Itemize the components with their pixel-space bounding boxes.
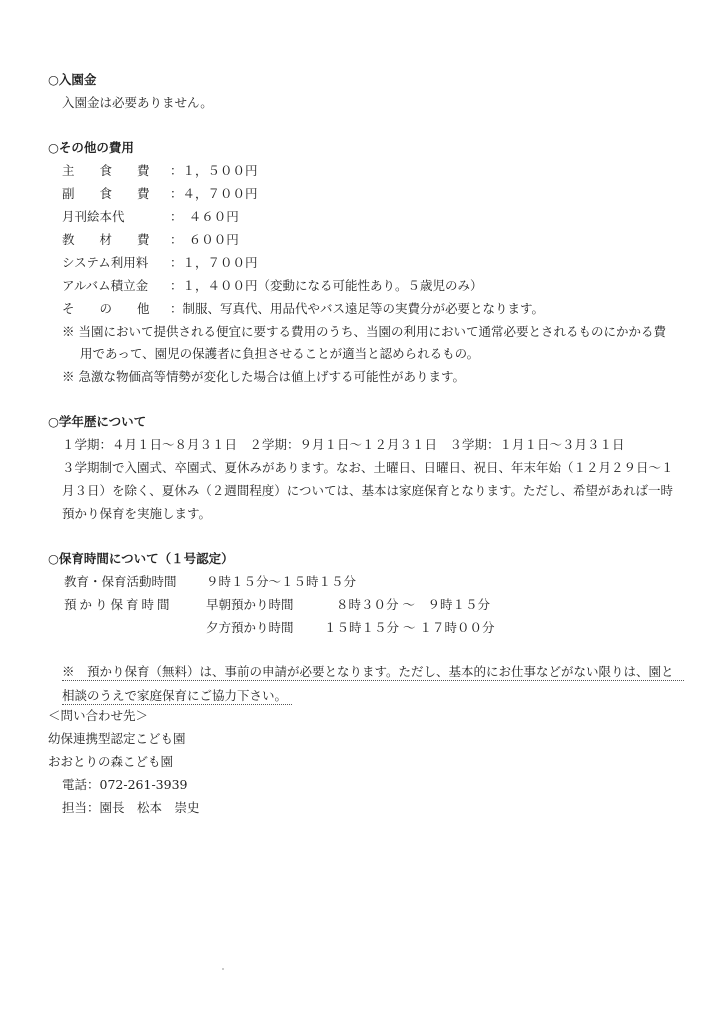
care-note-line-1: ※ 預かり保育（無料）は、事前の申請が必要となります。ただし、基本的にお仕事などがない限りは、園と	[62, 664, 674, 679]
fee-label: システム利用料	[62, 255, 149, 270]
fee-value: ：４，７００円	[170, 186, 258, 201]
fee-value: ：１，４００円（変動になる可能性あり。５歳児のみ）	[170, 278, 483, 293]
fee-value: ：制服、写真代、用品代やバス遠足等の実費分が必要となります。	[170, 301, 545, 316]
contact-person: 担当：園長 松本 崇史	[62, 800, 200, 815]
school-year-para-3: 預かり保育を実施します。	[62, 506, 212, 521]
edu-hours-value: ９時１５分～１５時１５分	[206, 574, 357, 589]
contact-heading: ＜問い合わせ先＞	[48, 708, 149, 723]
fee-note-1-cont: 用であって、園児の保護者に負担させることが適当と認められるもの。	[80, 346, 480, 361]
morning-care-label: 早朝預かり時間	[206, 597, 294, 612]
fee-label: そ の 他	[62, 301, 150, 316]
school-year-heading: ○学年歴について	[48, 414, 147, 429]
scan-speck	[222, 968, 224, 970]
contact-phone: 電話：072-261-3939	[62, 777, 188, 792]
admission-text: 入園金は必要ありません。	[62, 95, 213, 110]
hours-heading: ○保育時間について（１号認定）	[48, 551, 234, 566]
fee-label: 主 食 費	[62, 163, 150, 178]
other-fees-heading: ○その他の費用	[48, 140, 134, 155]
morning-care-value: ８時３０分 ～ ９時１５分	[336, 597, 490, 612]
fee-value: ：１，５００円	[170, 163, 258, 178]
school-year-para-2: 月３日）を除く、夏休み（２週間程度）については、基本は家庭保育となります。ただし、希望があれば一時	[62, 483, 674, 498]
admission-heading: ○入園金	[48, 72, 97, 87]
school-year-terms: １学期：４月１日～８月３１日 ２学期：９月１日～１２月３１日 ３学期：１月１日～３月３１日	[62, 437, 625, 452]
fee-value: ： ４６０円	[170, 209, 239, 224]
evening-care-value: １５時１５分 ～ １７時００分	[324, 620, 495, 635]
fee-note-1: ※ 当園において提供される便宜に要する費用のうち、当園の利用において通常必要とされるものにかかる費	[62, 324, 666, 339]
fee-note-2: ※ 急激な物価高等情勢が変化した場合は値上げする可能性があります。	[62, 369, 465, 384]
note-underline-2	[62, 704, 292, 705]
edu-hours-label: 教育・保育活動時間	[64, 574, 177, 589]
note-underline-1	[62, 680, 684, 681]
fee-label: アルバム積立金	[62, 278, 149, 293]
school-year-para-1: ３学期制で入園式、卒園式、夏休みがあります。なお、土曜日、日曜日、祝日、年末年始（１２月２９日～１	[62, 460, 674, 475]
fee-value: ： ６００円	[170, 232, 239, 247]
fee-label: 月刊絵本代	[62, 209, 125, 224]
fee-label: 教 材 費	[62, 232, 150, 247]
fee-value: ：１，７００円	[170, 255, 258, 270]
contact-org-type: 幼保連携型認定こども園	[48, 731, 186, 746]
contact-org-name: おおとりの森こども園	[48, 754, 174, 769]
care-hours-label: 預かり保育時間	[64, 597, 173, 612]
fee-label: 副 食 費	[62, 186, 150, 201]
evening-care-label: 夕方預かり時間	[206, 620, 294, 635]
care-note-line-2: 相談のうえで家庭保育にご協力下さい。	[62, 688, 288, 703]
